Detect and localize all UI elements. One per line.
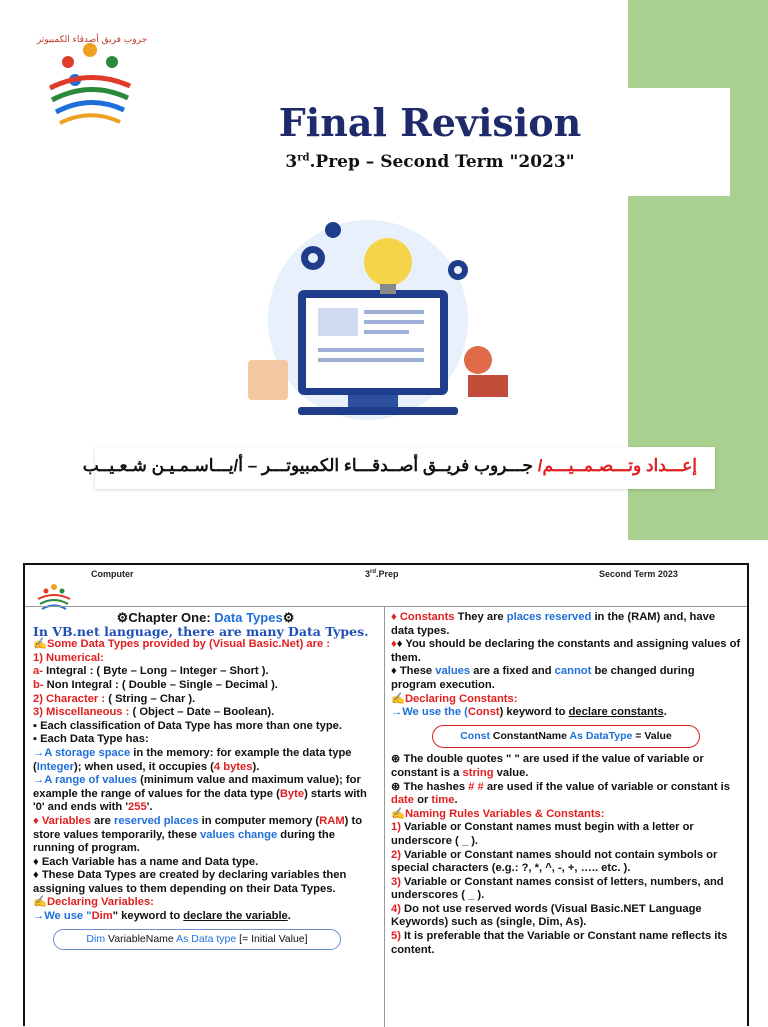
svg-text:جروب فريق أصدقاء الكمبيوتر: جروب فريق أصدقاء الكمبيوتر: [36, 35, 148, 45]
header-grade: 3rd.Prep: [365, 569, 399, 579]
hashes-line: ⊛ The hashes # # are used if the value of variable or constant is date or time.: [391, 780, 730, 807]
header-term: Second Term 2023: [599, 569, 678, 579]
declaring-variables-heading: ✍Declaring Variables:: [33, 896, 154, 909]
pen-icon: ✍: [391, 807, 405, 820]
each-variable-line: ♦ Each Variable has a name and Data type.: [33, 855, 259, 868]
header-divider: [25, 606, 747, 607]
pen-icon: ✍: [33, 896, 47, 909]
right-column: [391, 611, 741, 957]
page-subtitle: 3rd.Prep – Second Term "2023": [285, 152, 575, 172]
column-divider: [384, 607, 385, 1027]
storage-line: →A storage space in the memory: for example the data type (Integer); when used, it occupies (4 bytes).: [33, 746, 352, 773]
use-dim-line: →We use "Dim" keyword to declare the variable.: [33, 910, 291, 923]
constants-line: ♦ Constants They are places reserved in the (RAM) and, have data types.: [391, 611, 716, 637]
credit-banner: [82, 447, 715, 489]
each-has-line: ▪ Each Data Type has:: [33, 733, 149, 746]
title-box: [130, 88, 730, 196]
gear-icon: ⚙: [282, 610, 295, 625]
variables-line: ♦ Variables are reserved places in computer memory (RAM) to store values temporarily, these values change during the running of program.: [33, 814, 363, 855]
intro-text: In VB.net language, there are many Data Types.: [33, 623, 369, 639]
use-const-line: →We use the (Const) keyword to declare constants.: [391, 706, 667, 719]
should-line: ♦♦ You should be declaring the constants and assigning values of them.: [391, 638, 741, 664]
declaring-constants-heading: ✍Declaring Constants:: [391, 692, 518, 705]
dim-syntax-box: Dim VariableName As Data type [= Initial Value]: [53, 929, 341, 951]
chapter-title: ⚙Chapter One: Data Types⚙: [116, 610, 295, 625]
rule-3: 3) Variable or Constant names consist of letters, numbers, and underscores ( _ ).: [391, 875, 724, 902]
nonintegral-line: b- Non Integral : ( Double – Single – Decimal ).: [33, 678, 278, 691]
classification-line: ▪ Each classification of Data Type has more than one type.: [33, 719, 343, 732]
pen-icon: ✍: [33, 638, 47, 651]
created-line: ♦ These Data Types are created by declaring variables then assigning values to them depending on their Data Types.: [33, 869, 347, 895]
computer-lightbulb-illustration: [178, 210, 558, 430]
character-line: 2) Character : ( String – Char ).: [33, 692, 196, 705]
quotes-line: ⊛ The double quotes " " are used if the value of variable or constant is a string value.: [391, 753, 704, 779]
group-logo-small-icon: [33, 579, 75, 615]
integral-line: a- Integral : ( Byte – Long – Integer – Short ).: [33, 665, 269, 678]
range-line: →A range of values (minimum value and maximum value); for example the range of values for the data type (Byte) starts with '0' and ends with '255'.: [33, 774, 367, 814]
preview-page: [23, 563, 749, 1026]
rule-4: 4) Do not use reserved words (Visual Basic.NET Language Keywords) such as (single, Dim, As).: [391, 902, 702, 929]
header-subject: Computer: [91, 569, 134, 579]
credit-text: إعـــداد وتـــصـمــيـــم/ جـــروب فريــق أصــدقـــاء الكمبيوتـــر – أ/يـــاسـمـيـن شـعـيــب: [82, 456, 697, 475]
pen-icon: ✍: [391, 692, 405, 705]
numerical-label: 1) Numerical:: [33, 651, 104, 664]
rule-2: 2) Variable or Constant names should not contain symbols or special characters (e.g.: ?, *, ^, -, +, ….. etc. ).: [391, 848, 718, 875]
these-values-line: ♦ These values are a fixed and cannot be changed during program execution.: [391, 665, 695, 691]
rule-5: 5) It is preferable that the Variable or Constant name reflects its content.: [391, 930, 728, 956]
misc-line: 3) Miscellaneous : ( Object – Date – Boolean).: [33, 706, 275, 719]
section-heading: ✍Some Data Types provided by (Visual Basic.Net) are :: [33, 638, 331, 651]
left-column: [33, 611, 378, 950]
rule-1: 1) Variable or Constant names must begin with a letter or underscore ( _ ).: [391, 821, 694, 847]
const-syntax-box: Const ConstantName As DataType = Value: [432, 725, 700, 749]
gear-icon: ⚙: [116, 610, 129, 625]
naming-rules-heading: ✍Naming Rules Variables & Constants:: [391, 807, 605, 820]
page-title: Final Revision: [278, 100, 582, 145]
